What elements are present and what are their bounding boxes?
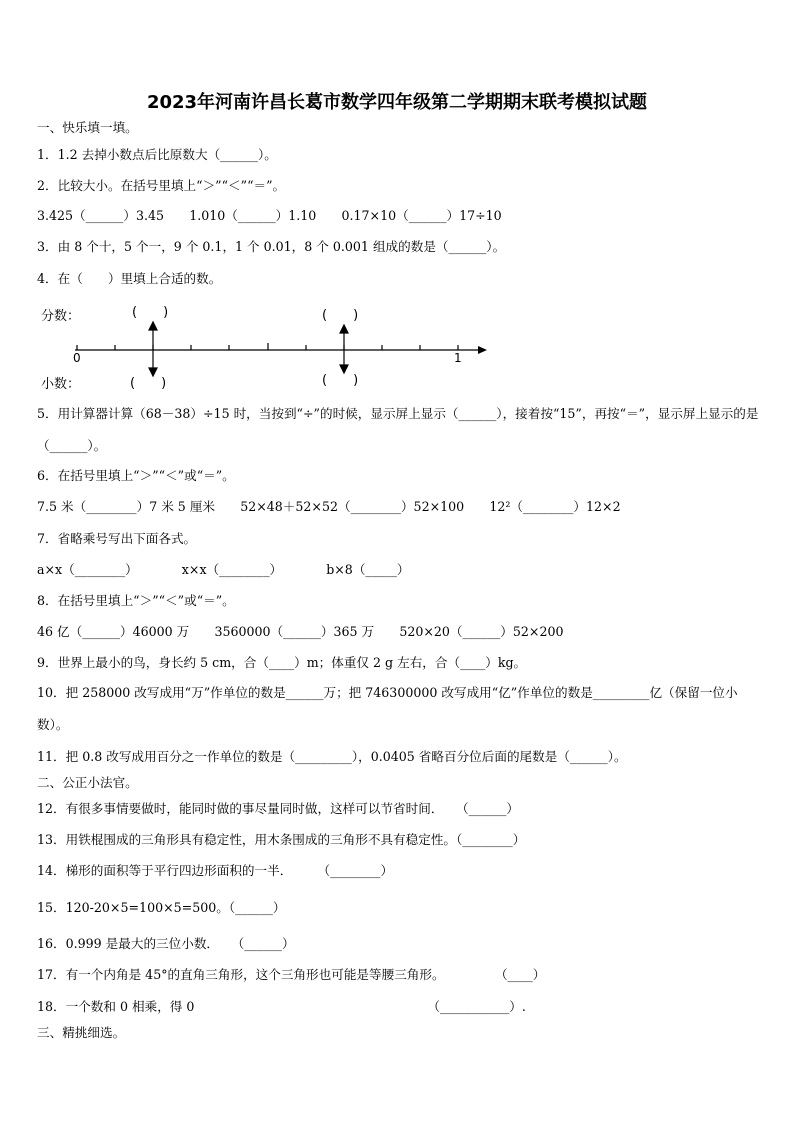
- section-heading-fill: 一、快乐填一填。: [37, 120, 138, 135]
- axis-start-label: 0: [73, 351, 81, 365]
- question-6: 6．在括号里填上“＞”“＜”或“＝”。: [37, 468, 235, 483]
- page-title: 2023年河南许昌长葛市数学四年级第二学期期末联考模拟试题: [146, 92, 648, 113]
- question-16: 16．0.999 是最大的三位小数． （______）: [37, 936, 295, 951]
- decimal-blank-1: ( ): [130, 376, 167, 391]
- question-1: 1．1.2 去掉小数点后比原数大（______）。: [37, 147, 277, 162]
- question-7-items: a×x（________） x×x（________） b×8（_____）: [37, 562, 410, 577]
- question-14: 14．梯形的面积等于平行四边形面积的一半． （________）: [37, 863, 394, 878]
- question-2: 2．比较大小。在括号里填上“＞”“＜”“＝”。: [37, 178, 286, 193]
- fraction-blank-1: ( ): [132, 305, 169, 320]
- question-5: 5．用计算器计算（68－38）÷15 时，当按到“÷”的时候，显示屏上显示（______），接着按“15”，再按“＝”，显示屏上显示的是（______）。: [37, 406, 759, 453]
- question-11: 11．把 0.8 改写成用百分之一作单位的数是（_________），0.0405 省略百分位后面的尾数是（______）。: [37, 749, 627, 764]
- question-12: 12．有很多事情要做时，能同时做的事尽量同时做，这样可以节省时间． （______）: [37, 801, 519, 816]
- question-7: 7．省略乘号写出下面各式。: [37, 531, 197, 546]
- axis-arrowhead: [478, 346, 487, 354]
- number-line-figure: [37, 300, 497, 395]
- question-6-items: 7.5 米（________）7 米 5 厘米 52×48＋52×52（________）52×100 12²（________）12×2: [37, 499, 621, 514]
- question-3: 3．由 8 个十，5 个一，9 个 0.1，1 个 0.01，8 个 0.001 组成的数是（______）。: [37, 239, 506, 254]
- section-heading-choice: 三、精挑细选。: [37, 1025, 126, 1040]
- axis-ticks: [77, 343, 458, 350]
- question-15: 15．120-20×5=100×5=500。（______）: [37, 900, 286, 915]
- fraction-blank-2: ( ): [322, 308, 359, 323]
- question-9: 9．世界上最小的鸟，身长约 5 cm，合（____）m；体重仅 2 g 左右，合（____）kg。: [37, 655, 527, 670]
- section-heading-judge: 二、公正小法官。: [37, 775, 138, 790]
- pointer-arrow-2: [340, 325, 348, 373]
- question-17: 17．有一个内角是 45°的直角三角形，这个三角形也可能是等腰三角形。 （____）: [37, 967, 546, 982]
- axis-end-label: 1: [454, 351, 462, 365]
- question-2-items: 3.425（______）3.45 1.010（______）1.10 0.17×10（______）17÷10: [37, 208, 502, 223]
- question-13: 13．用铁棍围成的三角形具有稳定性，用木条围成的三角形不具有稳定性。（________）: [37, 832, 526, 847]
- fraction-label: 分数：: [41, 309, 81, 324]
- decimal-label: 小数：: [41, 377, 81, 392]
- question-18: 18．一个数和 0 相乘，得 0 （___________）.: [37, 999, 526, 1014]
- question-8-items: 46 亿（______）46000 万 3560000（______）365 万 520×20（______）52×200: [37, 624, 564, 639]
- decimal-blank-2: ( ): [322, 373, 359, 388]
- question-10: 10．把 258000 改写成用“万”作单位的数是______万；把 746300000 改写成用“亿”作单位的数是_________亿（保留一位小数）。: [37, 685, 738, 732]
- pointer-arrow-1: [149, 322, 157, 376]
- question-4: 4．在（ ）里填上合适的数。: [37, 271, 222, 286]
- question-8: 8．在括号里填上“＞”“＜”或“＝”。: [37, 593, 235, 608]
